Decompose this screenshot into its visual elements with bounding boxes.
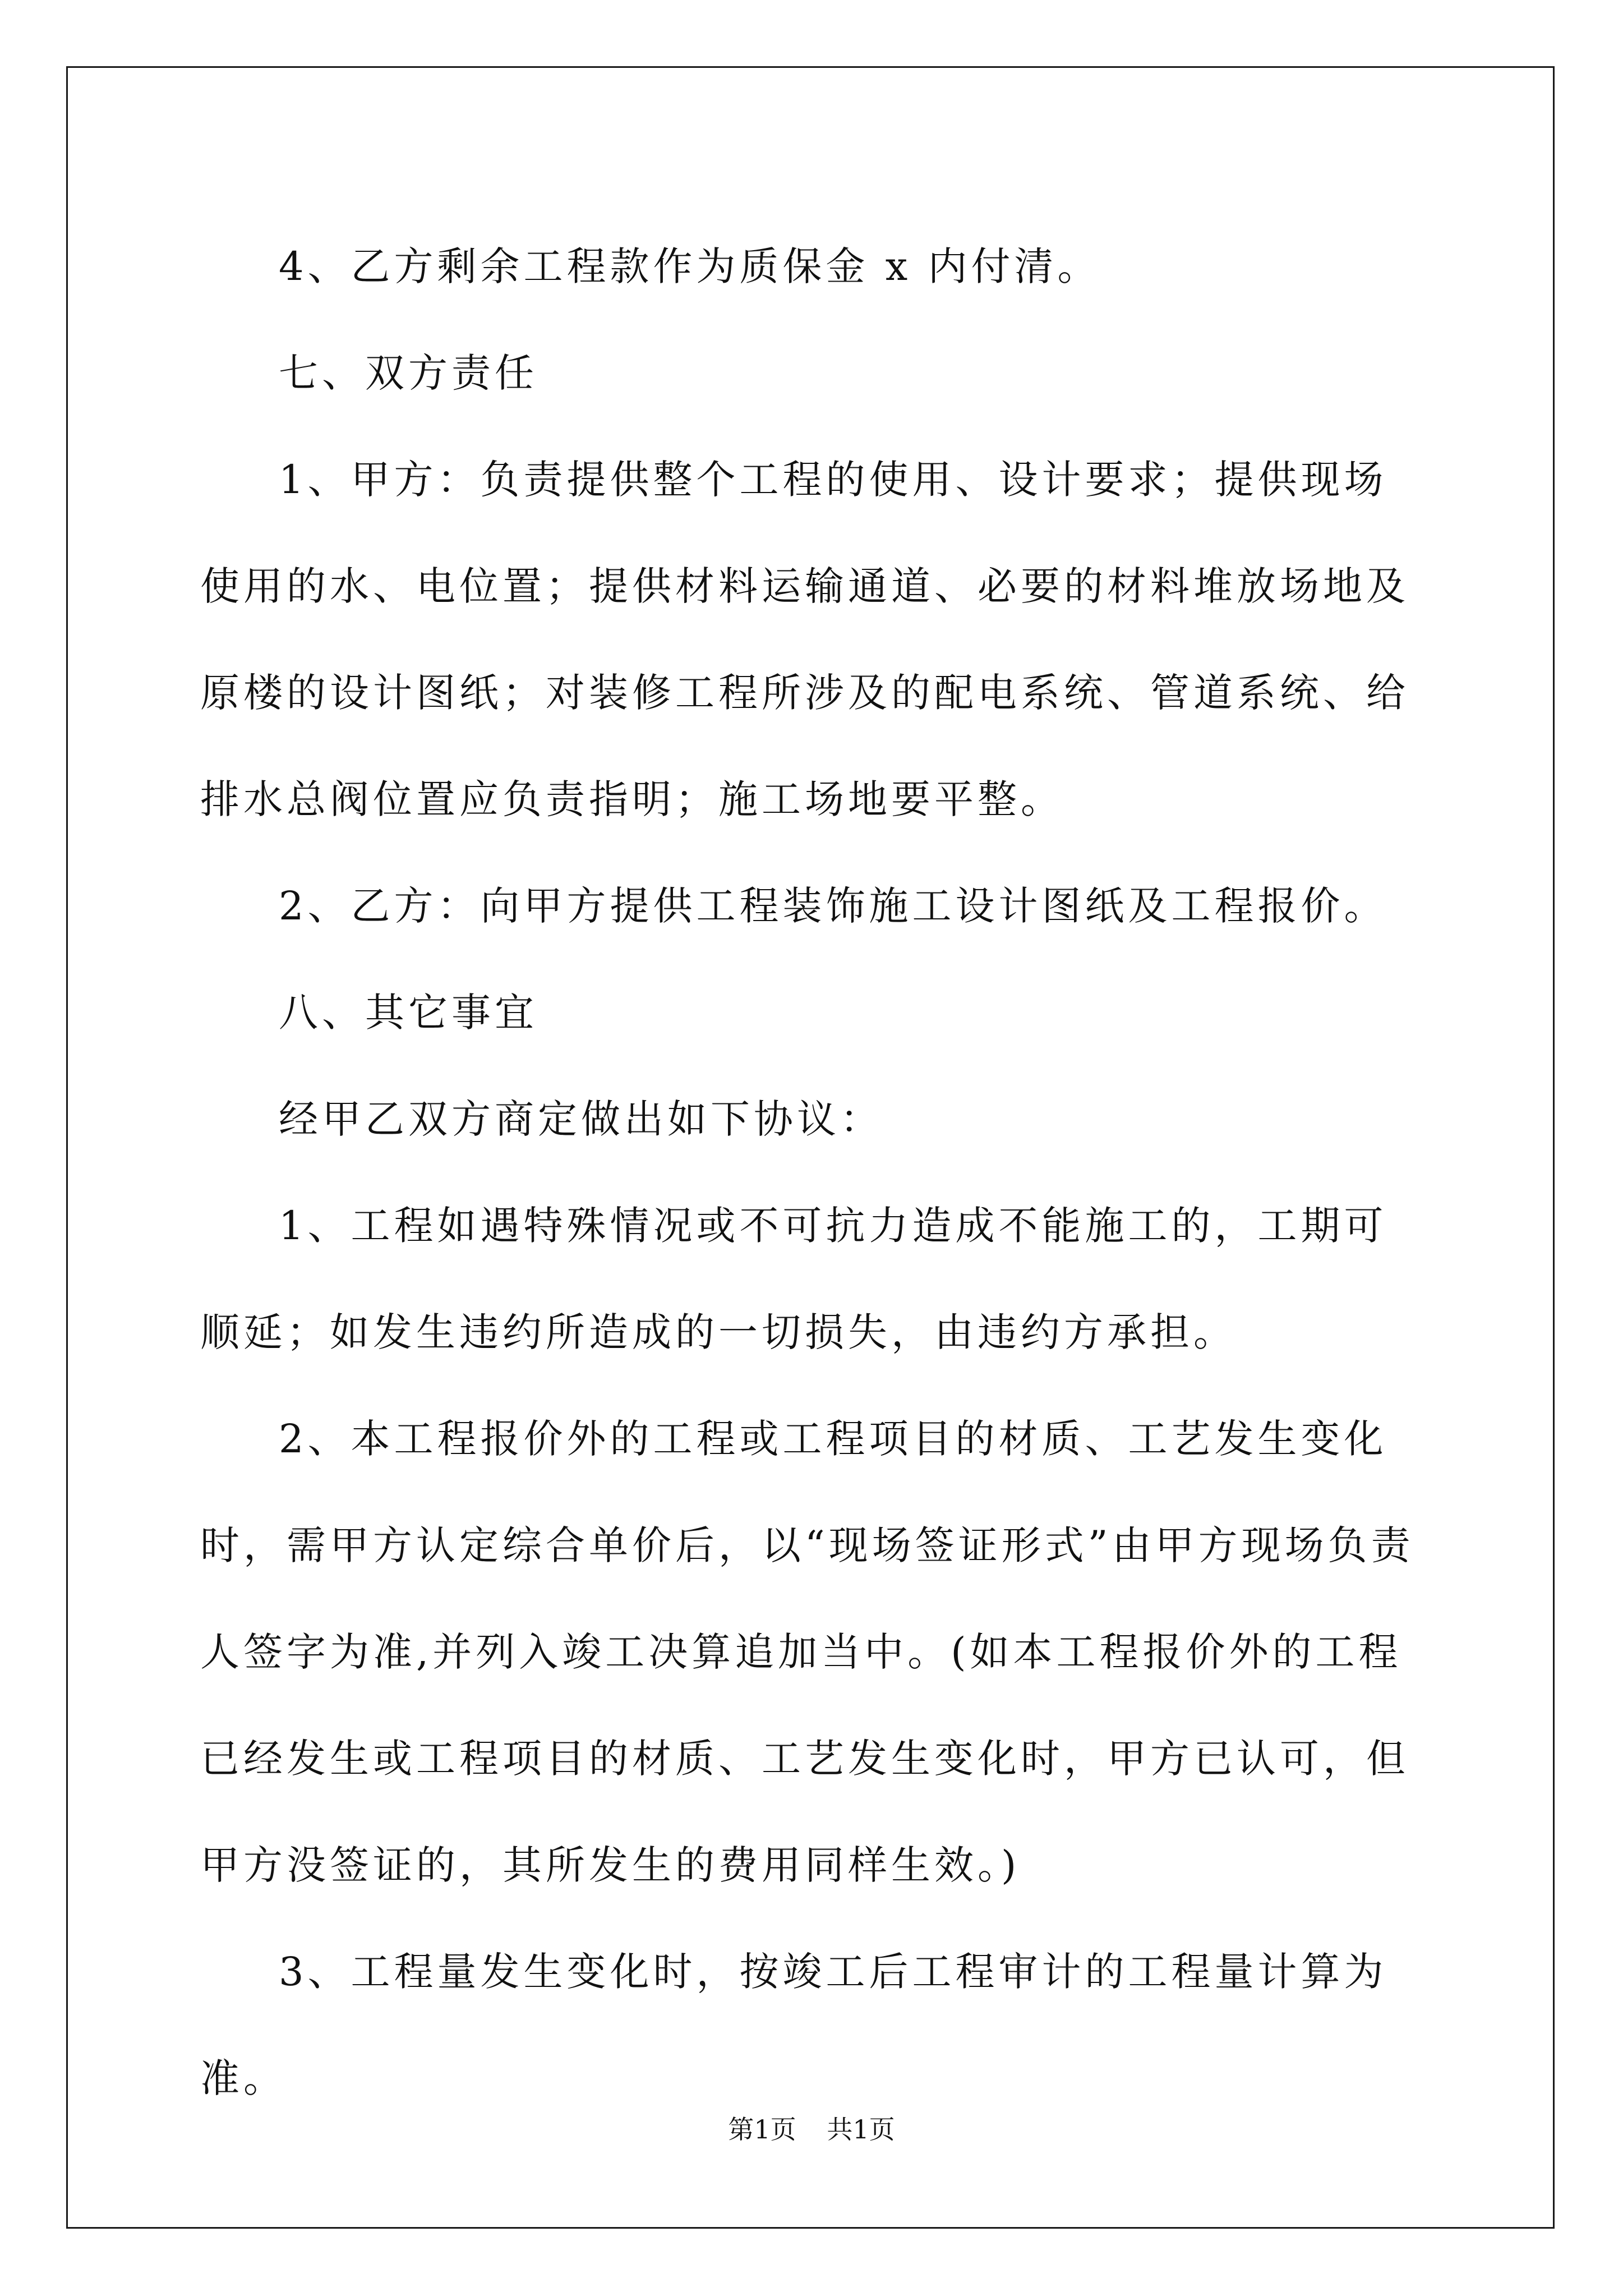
- paragraph-party-b-duties: 2、乙方：向甲方提供工程装饰施工设计图纸及工程报价。: [279, 883, 1387, 929]
- document-body: [200, 213, 1423, 2132]
- page-footer: [0, 2109, 1623, 2146]
- paragraph-payment-item-4: 4、乙方剩余工程款作为质保金 x 内付清。: [279, 243, 1101, 289]
- page-number-current: 第1页: [728, 2114, 796, 2145]
- paragraph-other-item-1: 1、工程如遇特殊情况或不可抗力造成不能施工的，工期可顺延；如发生违约所造成的一切损失，由违约方承担。: [200, 1203, 1387, 1355]
- page-number-total: 共1页: [827, 2114, 895, 2145]
- section-heading-responsibilities: 七、双方责任: [279, 350, 538, 396]
- section-heading-other-matters: 八、其它事宜: [279, 990, 538, 1036]
- paragraph-party-a-duties: 1、甲方：负责提供整个工程的使用、设计要求；提供现场使用的水、电位置；提供材料运输通道、必要的材料堆放场地及原楼的设计图纸；对装修工程所涉及的配电系统、管道系统、给排水总阀位置应负责指明；施工场地要平整。: [200, 457, 1409, 822]
- paragraph-other-item-3: 3、工程量发生变化时，按竣工后工程审计的工程量计算为准。: [200, 1949, 1387, 2101]
- paragraph-agreement-intro: 经甲乙双方商定做出如下协议：: [279, 1096, 883, 1142]
- paragraph-other-item-2: 2、本工程报价外的工程或工程项目的材质、工艺发生变化时，需甲方认定综合单价后，以“现场签证形式”由甲方现场负责人签字为准,并列入竣工决算追加当中。(如本工程报价外的工程已经发生或工程项目的材质、工艺发生变化时，甲方已认可，但甲方没签证的，其所发生的费用同样生效。): [200, 1416, 1414, 1888]
